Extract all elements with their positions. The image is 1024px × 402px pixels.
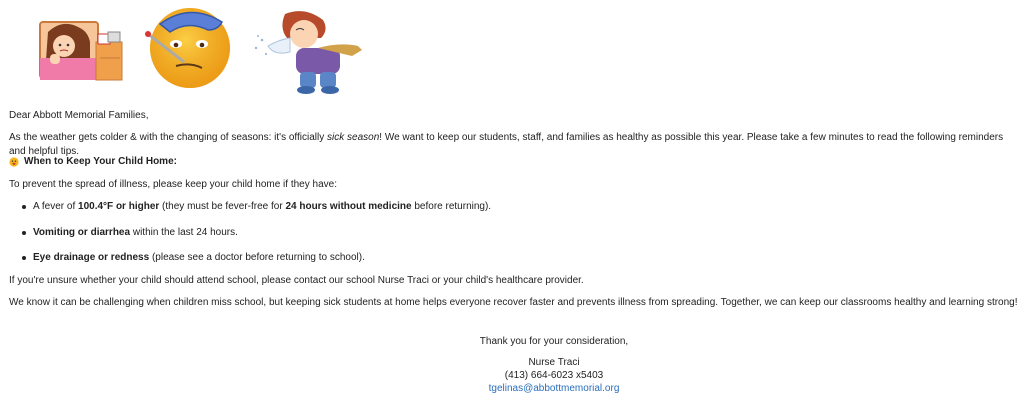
bullet-text: (they must be fever-free for (159, 201, 286, 212)
section-heading-text: When to Keep Your Child Home: (24, 156, 177, 167)
bullet-text: within the last 24 hours. (130, 227, 238, 238)
email-link[interactable]: tgelinas@abbottmemorial.org (488, 383, 620, 394)
closing-paragraph: We know it can be challenging when children miss school, but keeping sick students at home helps everyone recover faster and prevents illness from spreading. Together, we can keep our classrooms healthy and learning strong! (9, 297, 1018, 308)
bullet-text: A fever of (33, 201, 79, 212)
thermometer-emoji-icon (145, 8, 230, 88)
symptom-list-1 (21, 200, 491, 214)
letter-greeting: Dear Abbott Memorial Families, (9, 110, 149, 121)
prevent-paragraph: To prevent the spread of illness, please keep your child home if they have: (9, 179, 337, 190)
bullet-bold: 100.4°F or higher (78, 201, 160, 212)
list-item (21, 200, 491, 214)
bullet-bold: Vomiting or diarrhea (33, 227, 131, 238)
list-item (21, 226, 238, 240)
section-heading (9, 155, 177, 169)
intro-emphasis: sick season (327, 132, 380, 143)
intro-text-b: ! We want to keep our students, staff, and families as healthy as possible this year. Please take a few minutes to read the following reminders and helpful tips. (9, 132, 1004, 157)
sick-face-emoji-icon (9, 157, 19, 167)
signature-name: Nurse Traci (528, 357, 580, 368)
list-item (21, 251, 365, 265)
thanks-line: Thank you for your consideration, (479, 336, 629, 347)
symptom-list-2 (21, 226, 238, 240)
bullet-text: before returning). (411, 201, 492, 212)
signature-phone: (413) 664-6023 x5403 (504, 370, 604, 381)
unsure-paragraph: If you're unsure whether your child should attend school, please contact our school Nurse Traci or your child's healthcare provider. (9, 275, 584, 286)
sick-child-in-bed-icon (40, 22, 122, 80)
sneezing-boy-icon (255, 11, 362, 94)
illustrations-banner (0, 0, 1024, 100)
bullet-bold: Eye drainage or redness (33, 252, 150, 263)
intro-text-a: As the weather gets colder & with the changing of seasons: it's officially (9, 132, 328, 143)
bullet-bold: 24 hours without medicine (285, 201, 412, 212)
symptom-list-3 (21, 251, 365, 265)
bullet-text: (please see a doctor before returning to school). (149, 252, 365, 263)
